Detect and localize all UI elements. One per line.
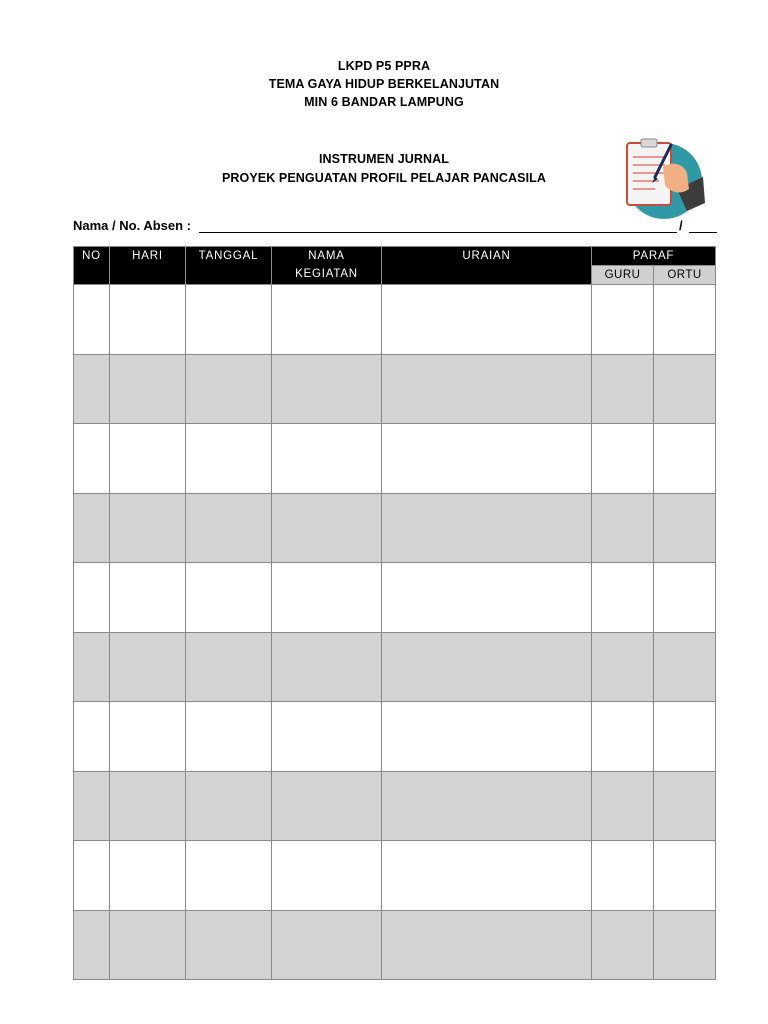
cell-hari[interactable]: [110, 563, 186, 633]
clipboard-writing-icon: [619, 137, 707, 221]
cell-nama-kegiatan[interactable]: [272, 841, 382, 911]
project-title: PROYEK PENGUATAN PROFIL PELAJAR PANCASILA: [221, 171, 547, 185]
cell-paraf-guru[interactable]: [592, 702, 654, 772]
cell-uraian[interactable]: [382, 771, 592, 841]
instrument-title: INSTRUMEN JURNAL: [318, 152, 450, 166]
cell-uraian[interactable]: [382, 424, 592, 494]
cell-hari[interactable]: [110, 910, 186, 980]
cell-paraf-ortu[interactable]: [654, 910, 716, 980]
cell-paraf-ortu[interactable]: [654, 632, 716, 702]
cell-tanggal[interactable]: [186, 354, 272, 424]
absen-blank-line[interactable]: [689, 232, 717, 233]
cell-uraian[interactable]: [382, 841, 592, 911]
column-header-guru: GURU: [592, 266, 654, 285]
table-row: [74, 702, 716, 772]
cell-tanggal[interactable]: [186, 424, 272, 494]
cell-nama-kegiatan[interactable]: [272, 285, 382, 355]
cell-uraian[interactable]: [382, 702, 592, 772]
cell-paraf-guru[interactable]: [592, 563, 654, 633]
cell-tanggal[interactable]: [186, 702, 272, 772]
cell-nama-kegiatan[interactable]: [272, 910, 382, 980]
cell-uraian[interactable]: [382, 354, 592, 424]
cell-paraf-guru[interactable]: [592, 632, 654, 702]
cell-nama-kegiatan[interactable]: [272, 632, 382, 702]
cell-paraf-guru[interactable]: [592, 841, 654, 911]
cell-tanggal[interactable]: [186, 771, 272, 841]
table-row: [74, 632, 716, 702]
cell-no[interactable]: [74, 702, 110, 772]
cell-uraian[interactable]: [382, 632, 592, 702]
cell-paraf-guru[interactable]: [592, 424, 654, 494]
cell-hari[interactable]: [110, 424, 186, 494]
table-row: [74, 841, 716, 911]
cell-hari[interactable]: [110, 285, 186, 355]
cell-tanggal[interactable]: [186, 841, 272, 911]
cell-paraf-ortu[interactable]: [654, 354, 716, 424]
cell-nama-kegiatan[interactable]: [272, 771, 382, 841]
column-header-nama-kegiatan-line-2: KEGIATAN: [295, 268, 358, 280]
cell-paraf-guru[interactable]: [592, 910, 654, 980]
cell-nama-kegiatan[interactable]: [272, 493, 382, 563]
cell-uraian[interactable]: [382, 493, 592, 563]
cell-uraian[interactable]: [382, 563, 592, 633]
cell-paraf-ortu[interactable]: [654, 424, 716, 494]
journal-table-body: [74, 285, 716, 980]
column-header-ortu: ORTU: [654, 266, 716, 285]
column-header-hari: HARI: [110, 247, 186, 285]
name-blank-line[interactable]: [199, 232, 677, 233]
column-header-uraian: URAIAN: [382, 247, 592, 285]
cell-no[interactable]: [74, 285, 110, 355]
cell-tanggal[interactable]: [186, 910, 272, 980]
cell-tanggal[interactable]: [186, 632, 272, 702]
journal-table: [73, 246, 716, 980]
cell-no[interactable]: [74, 841, 110, 911]
cell-nama-kegiatan[interactable]: [272, 563, 382, 633]
table-row: [74, 493, 716, 563]
column-header-tanggal: TANGGAL: [186, 247, 272, 285]
table-row: [74, 354, 716, 424]
document-title: LKPD P5 PPRA: [337, 59, 431, 73]
cell-no[interactable]: [74, 424, 110, 494]
cell-paraf-guru[interactable]: [592, 771, 654, 841]
cell-no[interactable]: [74, 354, 110, 424]
cell-no[interactable]: [74, 632, 110, 702]
cell-tanggal[interactable]: [186, 493, 272, 563]
cell-no[interactable]: [74, 493, 110, 563]
cell-hari[interactable]: [110, 493, 186, 563]
cell-nama-kegiatan[interactable]: [272, 424, 382, 494]
document-theme: TEMA GAYA HIDUP BERKELANJUTAN: [268, 77, 500, 91]
column-header-nama-kegiatan: [272, 247, 382, 285]
cell-paraf-guru[interactable]: [592, 493, 654, 563]
cell-paraf-ortu[interactable]: [654, 771, 716, 841]
cell-paraf-ortu[interactable]: [654, 841, 716, 911]
cell-uraian[interactable]: [382, 910, 592, 980]
cell-no[interactable]: [74, 563, 110, 633]
cell-tanggal[interactable]: [186, 563, 272, 633]
cell-hari[interactable]: [110, 771, 186, 841]
cell-no[interactable]: [74, 771, 110, 841]
column-header-paraf: PARAF: [592, 247, 716, 266]
cell-paraf-ortu[interactable]: [654, 285, 716, 355]
cell-paraf-guru[interactable]: [592, 285, 654, 355]
name-absen-label: Nama / No. Absen :: [73, 218, 191, 233]
cell-paraf-ortu[interactable]: [654, 563, 716, 633]
cell-paraf-ortu[interactable]: [654, 493, 716, 563]
cell-uraian[interactable]: [382, 285, 592, 355]
cell-hari[interactable]: [110, 354, 186, 424]
table-row: [74, 771, 716, 841]
cell-hari[interactable]: [110, 632, 186, 702]
cell-tanggal[interactable]: [186, 285, 272, 355]
table-row: [74, 563, 716, 633]
name-absen-separator: /: [679, 218, 683, 233]
cell-paraf-ortu[interactable]: [654, 702, 716, 772]
table-row: [74, 424, 716, 494]
cell-hari[interactable]: [110, 702, 186, 772]
school-name: MIN 6 BANDAR LAMPUNG: [304, 95, 464, 109]
cell-nama-kegiatan[interactable]: [272, 702, 382, 772]
table-row: [74, 285, 716, 355]
cell-hari[interactable]: [110, 841, 186, 911]
cell-paraf-guru[interactable]: [592, 354, 654, 424]
cell-nama-kegiatan[interactable]: [272, 354, 382, 424]
column-header-no: NO: [74, 247, 110, 285]
table-row: [74, 910, 716, 980]
cell-no[interactable]: [74, 910, 110, 980]
column-header-nama-kegiatan-line-1: NAMA: [308, 250, 345, 262]
